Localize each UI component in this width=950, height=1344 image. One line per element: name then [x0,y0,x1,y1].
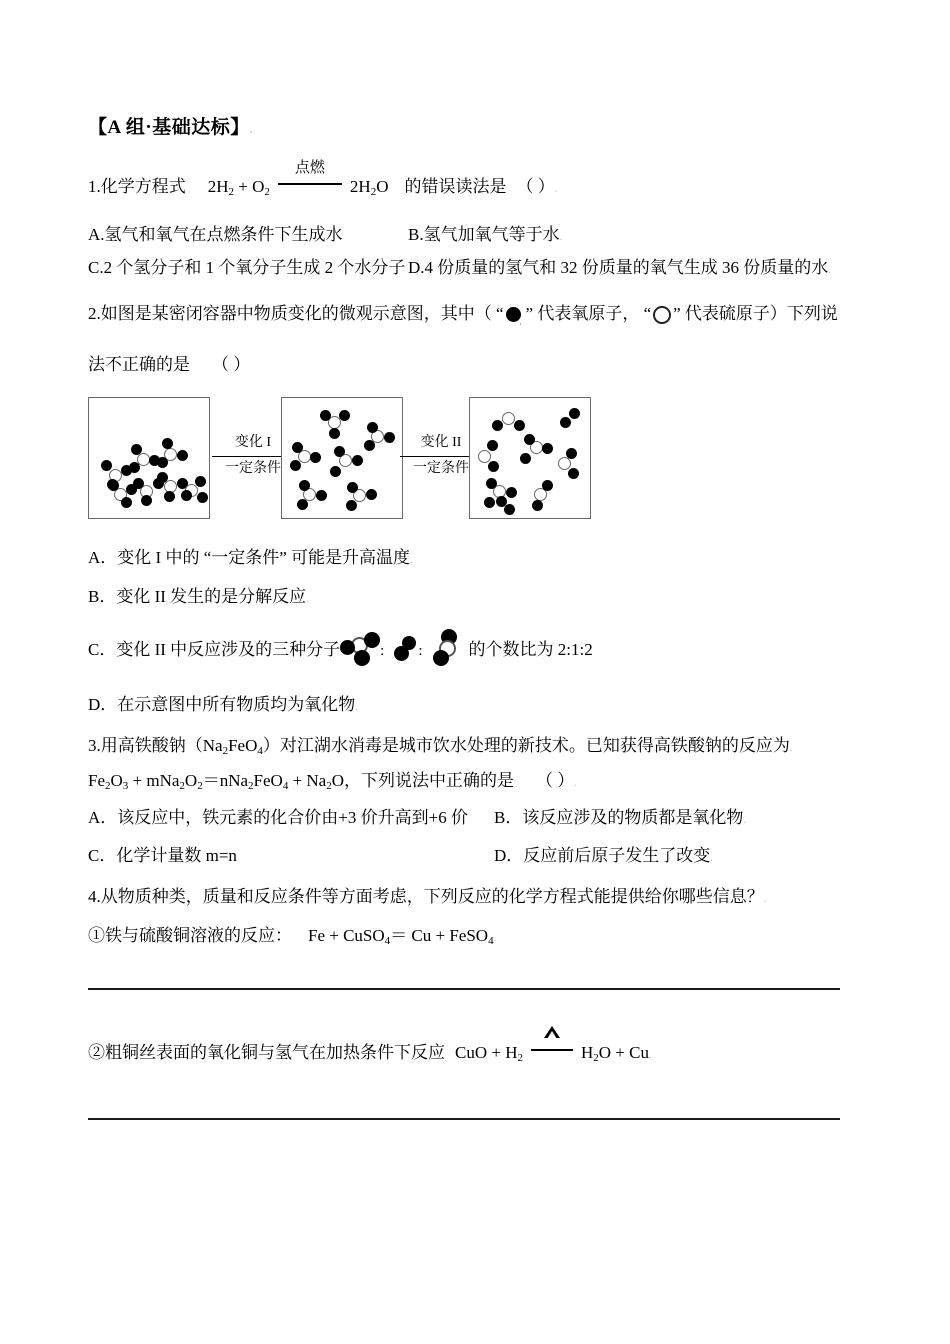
molecule-o2 [496,496,518,516]
question-3-option-d: D．反应前后原子发生了改变. [494,845,714,865]
question-1-option-a [88,224,408,245]
diagram-arrow-1-label: 变化 I [234,435,272,451]
question-3-equation: $Fe_2O_3 + mNa_2O_2=nNa_2FeO_4 + Na_2O$ [88,771,345,793]
molecule-so2 [478,440,502,474]
question-1-stem: 1.化学方程式 $2H_2 + O_2$ 点燃 $2H_2O$ 的错误读法是 （ ）. [88,160,558,198]
molecule-so3 [296,480,328,510]
question-1-options-row-1 [88,224,856,245]
question-1-option-b: B.氢气加氧气等于水. [408,225,563,245]
question-2-stem-line-2 [88,354,856,375]
molecule-so3 [330,446,364,478]
microscopic-change-diagram [88,397,596,521]
question-3-option-d-text: 反应前后原子发生了改变 [523,845,711,865]
question-1-option-d-key: D. [408,258,425,278]
molecule-so3 [290,442,322,472]
question-2-stem-part-2: ” 代表氧原子， “ [525,303,652,323]
molecule-so3 [364,422,396,452]
question-2-option-d-key: D． [88,694,118,714]
question-1-option-a-key: A. [88,225,105,245]
question-3-stem-line-1: 3.用高铁酸钠$(Na_2FeO_4)$对江湖水消毒是城市饮水处理的新技术。已知获得高铁酸钠的反应为. [88,735,793,757]
question-3-options-row-2 [88,845,856,866]
section-heading [88,112,856,139]
question-3-option-b: B．该反应涉及的物质都是氧化物. [494,808,747,828]
diagram-box-middle [281,397,403,519]
question-2-blank: （ ） [212,354,251,374]
question-4-item-2-equation-right: $H_2O + Cu$ [580,1043,649,1065]
question-1-blank: （ ） [516,177,555,196]
question-2-stem-part-3: ” 代表硫原子）下列说 [673,303,838,323]
question-1-stem-after: 的错误读法是 [404,177,507,196]
diagram-box-initial [88,397,210,519]
question-1-stem-before: 化学方程式 [100,177,186,196]
molecule-so3 [520,434,554,464]
question-4-item-2-text: 粗铜丝表面的氧化铜与氢气在加热条件下反应 [105,1043,445,1063]
question-1-option-d-text: 4 份质量的氢气和 32 份质量的氧气生成 36 份质量的水 [424,258,829,278]
sulfur-atom-legend-icon [651,306,673,324]
question-3-option-c-key: C． [88,845,117,865]
question-3-option-b-text: 该反应涉及的物质都是氧化物 [522,808,744,828]
question-3-option-a-text: 该反应中，铁元素的化合价由+3 价升高到+6 价 [117,808,468,828]
reaction-bar [531,1049,573,1051]
question-2-option-b: B．变化 II 发生的是分解反应. [88,587,309,607]
question-4-item-2: ②粗铜丝表面的氧化铜与氢气在加热条件下反应 CuO + $H_2$ $H_2O + Cu$. [88,1042,856,1064]
question-2-option-b-key: B． [88,587,117,607]
diagram-arrow-1-line [212,456,288,457]
question-3-blank: （ ） [536,771,575,791]
question-2-option-d-text: 在示意图中所有物质均为氧化物 [117,694,356,714]
question-2-stem-line2-text: 法不正确的是 [88,354,190,374]
question-3-option-a [88,807,494,828]
question-2-option-a-key: A． [88,548,118,568]
question-2-option-c-key: C． [88,639,117,659]
question-1-option-d: D.4 份质量的氢气和 32 份质量的氧气生成 36 份质量的水. [408,258,832,278]
question-1-equation-right: $2H_2O$ [349,177,389,198]
inline-molecule-so2-icon [433,629,459,663]
question-3-number: 3. [88,735,101,755]
page-content [88,0,856,1120]
question-2-stem-part-1: 如图是某密闭容器中物质变化的微观示意图，其中（ “ [100,303,504,323]
question-3-option-d-key: D． [494,845,524,865]
question-1-option-b-key: B. [408,225,424,245]
question-3-stem-after: ，下列说法中正确的是 [344,771,515,791]
question-2-option-c-text-after: 的个数比为 2:1:2 [468,639,593,659]
molecule-so2 [492,412,526,436]
reaction-arrow-heat [527,1044,577,1064]
question-1-option-a-text: 氢气和氧气在点燃条件下生成水 [104,225,343,245]
question-3-option-b-key: B． [494,808,523,828]
molecule-so2 [558,448,582,482]
molecule-so3 [344,482,378,512]
diagram-box-final [469,397,591,519]
question-2-stem-line-1 [88,303,856,324]
question-4-item-1-marker: ① [88,926,105,946]
question-2-number: 2. [88,303,101,323]
question-3-option-a-key: A． [88,808,118,828]
question-2-option-a-text: 变化 I 中的 “一定条件” 可能是升高温度 [117,548,411,568]
diagram-arrow-1-condition: 一定条件 [225,461,281,477]
question-2-option-c-text-before: 变化 II 中反应涉及的三种分子 [116,639,341,659]
answer-line-2[interactable] [88,1118,840,1120]
reaction-arrow-ignite [274,160,346,198]
molecule-so3 [157,438,189,468]
question-3-stem-line1-text: 用高铁酸钠$(Na_2FeO_4)$对江湖水消毒是城市饮水处理的新技术。已知获得高铁酸钠的反应为 [100,735,790,757]
question-1-option-b-text: 氢气加氧气等于水 [423,225,560,245]
question-1-option-c-key: C. [88,258,104,278]
diagram-arrow-2-condition: 一定条件 [413,461,469,477]
question-4-item-1-text: 铁与硫酸铜溶液的反应： [105,926,292,946]
question-3-stem-line-2: $Fe_2O_3 + mNa_2O_2=nNa_2FeO_4 + Na_2O$，下列说法中正确的是 （ ）. [88,771,578,793]
question-1-option-c-text: 2 个氢分子和 1 个氧分子生成 2 个水分子 [103,258,406,278]
question-1-options-row-2 [88,257,856,278]
question-4-stem: 4.从物质种类，质量和反应条件等方面考虑，下列反应的化学方程式能提供给你哪些信息？. [88,886,767,906]
question-3-option-c [88,845,494,866]
molecule-so2 [532,480,556,514]
section-heading-text: 【A 组·基础达标】 [88,117,250,138]
question-4-item-1-equation: Fe + CuSO$_4$＝ Cu + FeSO$_4$ [308,926,494,948]
diagram-arrow-2-label: 变化 II [420,435,462,451]
oxygen-atom-legend-icon: , [504,307,526,323]
reaction-bar [278,183,342,185]
question-1-option-c [88,257,408,278]
question-3-option-c-text: 化学计量数 m=n [116,845,237,865]
question-4-number: 4. [88,886,101,906]
question-4-item-2-equation-left: CuO + $H_2$ [455,1043,523,1065]
question-2-option-b-text: 变化 II 发生的是分解反应 [116,587,307,607]
heading-trailing-mark: . [249,124,254,136]
molecule-so3 [181,476,209,504]
question-2-option-d: D．在示意图中所有物质均为氧化物. [88,694,359,714]
question-2-option-a: A．变化 I 中的 “一定条件” 可能是升高温度. [88,548,413,568]
question-4-stem-text: 从物质种类，质量和反应条件等方面考虑，下列反应的化学方程式能提供给你哪些信息？ [100,886,764,906]
inline-molecule-o2-icon [394,636,418,662]
question-1-equation-left: $2H_2 + O_2$ [207,177,270,198]
question-3-options-row-1 [88,807,856,828]
question-4-item-2-marker: ② [88,1043,105,1063]
inline-molecule-so3-icon [340,632,380,662]
question-1-number: 1. [88,177,101,196]
question-2-option-c: C．变化 II 中反应涉及的三种分子 : : 的个数比为 2:1:2 [88,634,856,668]
molecule-o2 [560,408,582,430]
molecule-so3 [318,410,352,440]
reaction-condition-label: 点燃 [294,160,325,177]
question-4-item-1: ①铁与硫酸铜溶液的反应： Fe + CuSO$_4$＝ Cu + FeSO$_4$. [88,926,497,948]
diagram-arrow-2-line [400,456,476,457]
